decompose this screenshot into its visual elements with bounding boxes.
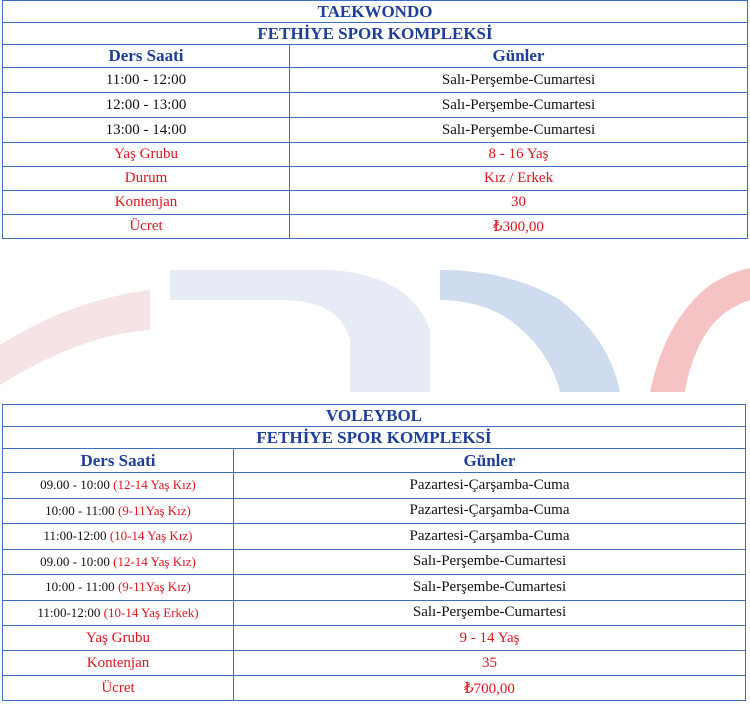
voleybol-title: VOLEYBOL <box>3 405 746 427</box>
info-row <box>3 167 748 191</box>
schedule-days: Salı-Perşembe-Cumartesi <box>234 575 746 601</box>
schedule-time: 13:00 - 14:00 <box>3 118 290 143</box>
info-value: ₺700,00 <box>234 676 746 701</box>
schedule-days: Salı-Perşembe-Cumartesi <box>290 68 748 93</box>
info-row <box>3 215 748 239</box>
schedule-time: 09.00 - 10:00 (12-14 Yaş Kız) <box>3 549 234 575</box>
info-row <box>3 676 746 701</box>
schedule-time: 12:00 - 13:00 <box>3 93 290 118</box>
schedule-group: (10-14 Yaş Kız) <box>109 528 193 544</box>
schedule-days: Pazartesi-Çarşamba-Cuma <box>234 498 746 524</box>
table-row <box>3 575 746 601</box>
taekwondo-venue: FETHİYE SPOR KOMPLEKSİ <box>3 23 748 45</box>
watermark-blue-shape <box>170 270 430 392</box>
info-row <box>3 626 746 651</box>
schedule-group: (9-11Yaş Kız) <box>117 579 191 595</box>
schedule-time: 09.00 - 10:00 (12-14 Yaş Kız) <box>3 473 234 499</box>
schedule-group: (12-14 Yaş Kız) <box>113 477 196 493</box>
watermark-red-arc-left <box>0 290 150 385</box>
schedule-time: 11:00 - 12:00 <box>3 68 290 93</box>
taekwondo-title: TAEKWONDO <box>3 1 748 23</box>
info-row <box>3 191 748 215</box>
schedule-time: 11:00-12:00 (10-14 Yaş Erkek) <box>3 600 234 626</box>
schedule-time: 10:00 - 11:00 (9-11Yaş Kız) <box>3 575 234 601</box>
info-row <box>3 651 746 676</box>
voleybol-col-days: Günler <box>234 449 746 473</box>
info-label: Kontenjan <box>3 191 290 215</box>
schedule-time: 11:00-12:00 (10-14 Yaş Kız) <box>3 524 234 550</box>
info-value: ₺300,00 <box>290 215 748 239</box>
info-label: Ücret <box>3 215 290 239</box>
info-value: 30 <box>290 191 748 215</box>
schedule-days: Salı-Perşembe-Cumartesi <box>234 600 746 626</box>
schedule-days: Salı-Perşembe-Cumartesi <box>290 93 748 118</box>
schedule-group: (12-14 Yaş Kız) <box>113 553 196 569</box>
info-label: Durum <box>3 167 290 191</box>
schedule-days: Salı-Perşembe-Cumartesi <box>290 118 748 143</box>
table-row <box>3 93 748 118</box>
schedule-group: (10-14 Yaş Erkek) <box>103 604 199 620</box>
info-label: Yaş Grubu <box>3 626 234 651</box>
voleybol-table <box>2 404 746 701</box>
table-row <box>3 498 746 524</box>
voleybol-col-time: Ders Saati <box>3 449 234 473</box>
schedule-days: Salı-Perşembe-Cumartesi <box>234 549 746 575</box>
watermark-red-arc-right <box>650 268 750 392</box>
info-value: Kız / Erkek <box>290 167 748 191</box>
schedule-time: 10:00 - 11:00 (9-11Yaş Kız) <box>3 498 234 524</box>
table-row <box>3 600 746 626</box>
schedule-days: Pazartesi-Çarşamba-Cuma <box>234 473 746 499</box>
watermark-blue-arc <box>440 270 620 392</box>
info-value: 9 - 14 Yaş <box>234 626 746 651</box>
table-row <box>3 118 748 143</box>
table-row <box>3 68 748 93</box>
taekwondo-col-time: Ders Saati <box>3 45 290 68</box>
voleybol-venue: FETHİYE SPOR KOMPLEKSİ <box>3 427 746 449</box>
info-value: 35 <box>234 651 746 676</box>
table-row <box>3 473 746 499</box>
table-row <box>3 549 746 575</box>
info-label: Ücret <box>3 676 234 701</box>
schedule-days: Pazartesi-Çarşamba-Cuma <box>234 524 746 550</box>
table-row <box>3 524 746 550</box>
info-value: 8 - 16 Yaş <box>290 143 748 167</box>
taekwondo-table <box>2 0 748 239</box>
info-label: Yaş Grubu <box>3 143 290 167</box>
taekwondo-col-days: Günler <box>290 45 748 68</box>
info-label: Kontenjan <box>3 651 234 676</box>
info-row <box>3 143 748 167</box>
schedule-group: (9-11Yaş Kız) <box>117 502 191 518</box>
